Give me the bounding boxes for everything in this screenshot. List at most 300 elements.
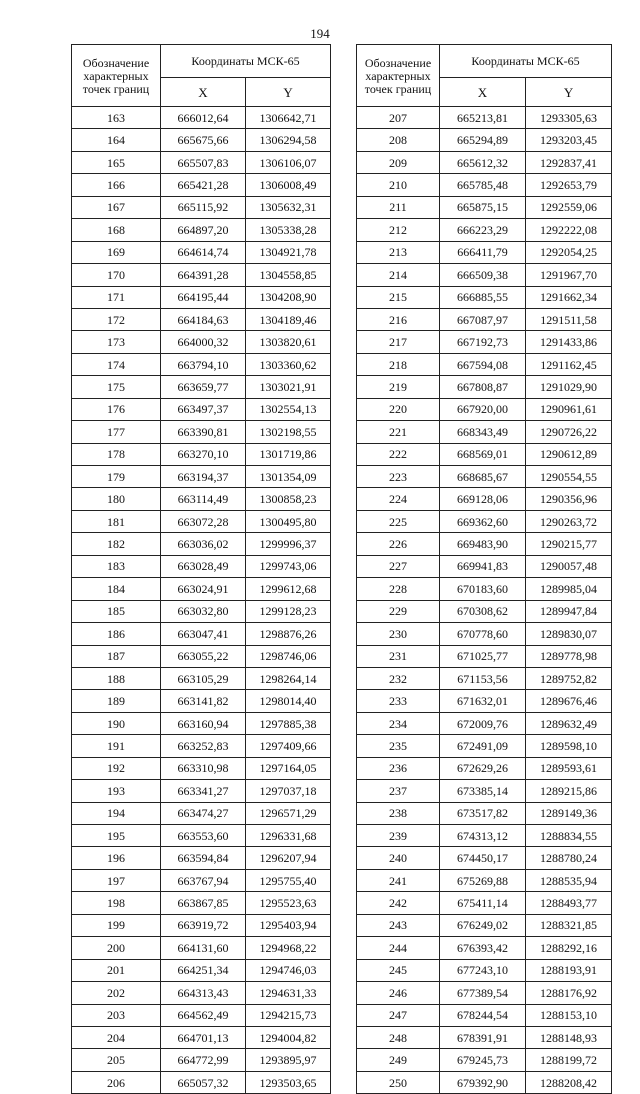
table-row: [72, 914, 331, 936]
x-coordinate-cell: 665115,92: [161, 196, 246, 218]
x-coordinate-cell: 671632,01: [440, 690, 526, 712]
point-number-cell: 204: [72, 1026, 161, 1048]
y-coordinate-cell: 1290961,61: [526, 398, 612, 420]
point-number-cell: 203: [72, 1004, 161, 1026]
point-number-cell: 195: [72, 825, 161, 847]
x-coordinate-cell: 668569,01: [440, 443, 526, 465]
x-coordinate-cell: 665057,32: [161, 1071, 246, 1093]
y-coordinate-cell: 1302554,13: [246, 398, 331, 420]
x-coordinate-cell: 670308,62: [440, 600, 526, 622]
table-row: [357, 600, 612, 622]
x-coordinate-cell: 672009,76: [440, 712, 526, 734]
table-row: [72, 667, 331, 689]
point-number-cell: 229: [357, 600, 440, 622]
y-coordinate-cell: 1288292,16: [526, 937, 612, 959]
table-row: [357, 466, 612, 488]
point-number-cell: 241: [357, 869, 440, 891]
x-coordinate-cell: 663105,29: [161, 667, 246, 689]
point-number-cell: 220: [357, 398, 440, 420]
x-coordinate-cell: 679392,90: [440, 1071, 526, 1093]
y-coordinate-cell: 1289598,10: [526, 735, 612, 757]
x-coordinate-cell: 663310,98: [161, 757, 246, 779]
table-row: [72, 780, 331, 802]
point-number-cell: 250: [357, 1071, 440, 1093]
point-number-cell: 208: [357, 129, 440, 151]
y-coordinate-cell: 1292559,06: [526, 196, 612, 218]
table-row: [72, 757, 331, 779]
point-number-cell: 247: [357, 1004, 440, 1026]
y-coordinate-cell: 1299128,23: [246, 600, 331, 622]
table-row: [357, 914, 612, 936]
x-coordinate-cell: 663794,10: [161, 353, 246, 375]
y-coordinate-cell: 1288493,77: [526, 892, 612, 914]
y-coordinate-cell: 1305338,28: [246, 219, 331, 241]
point-number-cell: 180: [72, 488, 161, 510]
table-row: [357, 1071, 612, 1093]
point-number-cell: 196: [72, 847, 161, 869]
y-coordinate-cell: 1298746,06: [246, 645, 331, 667]
x-coordinate-cell: 664313,43: [161, 982, 246, 1004]
x-coordinate-cell: 673517,82: [440, 802, 526, 824]
point-number-cell: 183: [72, 555, 161, 577]
table-row: [357, 353, 612, 375]
y-coordinate-cell: 1302198,55: [246, 421, 331, 443]
table-row: [357, 107, 612, 129]
y-coordinate-cell: 1295523,63: [246, 892, 331, 914]
table-row: [72, 286, 331, 308]
table-row: [357, 757, 612, 779]
table-row: [357, 982, 612, 1004]
y-column-header: Y: [526, 78, 612, 107]
point-number-cell: 168: [72, 219, 161, 241]
table-row: [357, 825, 612, 847]
point-number-cell: 197: [72, 869, 161, 891]
y-coordinate-cell: 1294968,22: [246, 937, 331, 959]
table-row: [72, 712, 331, 734]
point-number-cell: 217: [357, 331, 440, 353]
table-row: [357, 937, 612, 959]
y-coordinate-cell: 1288148,93: [526, 1026, 612, 1048]
x-coordinate-cell: 663767,94: [161, 869, 246, 891]
table-row: [72, 174, 331, 196]
point-number-cell: 206: [72, 1071, 161, 1093]
x-coordinate-cell: 664184,63: [161, 308, 246, 330]
point-number-cell: 198: [72, 892, 161, 914]
y-coordinate-cell: 1296571,29: [246, 802, 331, 824]
x-coordinate-cell: 670778,60: [440, 623, 526, 645]
x-coordinate-cell: 665213,81: [440, 107, 526, 129]
x-column-header: X: [440, 78, 526, 107]
x-coordinate-cell: 663141,82: [161, 690, 246, 712]
point-number-cell: 228: [357, 578, 440, 600]
table-row: [72, 353, 331, 375]
table-row: [72, 466, 331, 488]
y-coordinate-cell: 1291433,86: [526, 331, 612, 353]
x-coordinate-cell: 663252,83: [161, 735, 246, 757]
point-number-cell: 213: [357, 241, 440, 263]
x-coordinate-cell: 670183,60: [440, 578, 526, 600]
table-row: [357, 1049, 612, 1071]
table-row: [357, 555, 612, 577]
x-coordinate-cell: 663028,49: [161, 555, 246, 577]
table-row: [72, 510, 331, 532]
y-coordinate-cell: 1288321,85: [526, 914, 612, 936]
table-row: [72, 1071, 331, 1093]
y-coordinate-cell: 1288153,10: [526, 1004, 612, 1026]
table-row: [72, 308, 331, 330]
x-coordinate-cell: 664701,13: [161, 1026, 246, 1048]
table-row: [357, 1026, 612, 1048]
y-coordinate-cell: 1288535,94: [526, 869, 612, 891]
x-coordinate-cell: 673385,14: [440, 780, 526, 802]
x-coordinate-cell: 676393,42: [440, 937, 526, 959]
y-coordinate-cell: 1289778,98: [526, 645, 612, 667]
x-coordinate-cell: 667192,73: [440, 331, 526, 353]
point-number-cell: 233: [357, 690, 440, 712]
page-number: 194: [310, 26, 330, 41]
y-coordinate-cell: 1289215,86: [526, 780, 612, 802]
y-coordinate-cell: 1288199,72: [526, 1049, 612, 1071]
y-coordinate-cell: 1294004,82: [246, 1026, 331, 1048]
x-coordinate-cell: 664251,34: [161, 959, 246, 981]
y-coordinate-cell: 1291662,34: [526, 286, 612, 308]
table-row: [72, 735, 331, 757]
coordinates-group-header: Координаты МСК-65: [440, 45, 612, 78]
point-number-cell: 235: [357, 735, 440, 757]
x-coordinate-cell: 676249,02: [440, 914, 526, 936]
table-row: [72, 376, 331, 398]
y-coordinate-cell: 1303360,62: [246, 353, 331, 375]
x-coordinate-cell: 665675,66: [161, 129, 246, 151]
point-number-cell: 246: [357, 982, 440, 1004]
x-coordinate-cell: 666509,38: [440, 264, 526, 286]
x-coordinate-cell: 663160,94: [161, 712, 246, 734]
x-coordinate-cell: 663867,85: [161, 892, 246, 914]
y-coordinate-cell: 1289593,61: [526, 757, 612, 779]
table-row: [357, 959, 612, 981]
x-coordinate-cell: 665612,32: [440, 151, 526, 173]
point-number-cell: 225: [357, 510, 440, 532]
y-coordinate-cell: 1304208,90: [246, 286, 331, 308]
x-coordinate-cell: 666885,55: [440, 286, 526, 308]
table-row: [357, 174, 612, 196]
x-coordinate-cell: 663047,41: [161, 623, 246, 645]
y-coordinate-cell: 1303820,61: [246, 331, 331, 353]
x-coordinate-cell: 665421,28: [161, 174, 246, 196]
table-row: [72, 107, 331, 129]
y-coordinate-cell: 1297885,38: [246, 712, 331, 734]
y-column-header: Y: [246, 78, 331, 107]
y-coordinate-cell: 1301719,86: [246, 443, 331, 465]
table-row: [72, 869, 331, 891]
point-number-cell: 184: [72, 578, 161, 600]
table-row: [357, 308, 612, 330]
x-coordinate-cell: 666223,29: [440, 219, 526, 241]
y-coordinate-cell: 1288780,24: [526, 847, 612, 869]
x-coordinate-cell: 664195,44: [161, 286, 246, 308]
table-row: [72, 151, 331, 173]
table-row: [357, 219, 612, 241]
table-row: [72, 1049, 331, 1071]
point-number-cell: 248: [357, 1026, 440, 1048]
point-number-cell: 177: [72, 421, 161, 443]
x-coordinate-cell: 663497,37: [161, 398, 246, 420]
x-coordinate-cell: 665507,83: [161, 151, 246, 173]
table-row: [72, 645, 331, 667]
y-coordinate-cell: 1288834,55: [526, 825, 612, 847]
point-number-cell: 169: [72, 241, 161, 263]
x-coordinate-cell: 671025,77: [440, 645, 526, 667]
y-coordinate-cell: 1290726,22: [526, 421, 612, 443]
table-row: [357, 533, 612, 555]
point-number-cell: 188: [72, 667, 161, 689]
y-coordinate-cell: 1291511,58: [526, 308, 612, 330]
table-row: [72, 443, 331, 465]
x-coordinate-cell: 663036,02: [161, 533, 246, 555]
y-coordinate-cell: 1294746,03: [246, 959, 331, 981]
table-row: [357, 286, 612, 308]
table-row: [72, 623, 331, 645]
x-coordinate-cell: 664772,99: [161, 1049, 246, 1071]
x-coordinate-cell: 677243,10: [440, 959, 526, 981]
y-coordinate-cell: 1292653,79: [526, 174, 612, 196]
x-coordinate-cell: 675269,88: [440, 869, 526, 891]
y-coordinate-cell: 1299743,06: [246, 555, 331, 577]
table-row: [357, 443, 612, 465]
x-coordinate-cell: 663474,27: [161, 802, 246, 824]
table-row: [357, 892, 612, 914]
point-number-cell: 170: [72, 264, 161, 286]
point-number-cell: 201: [72, 959, 161, 981]
y-coordinate-cell: 1304558,85: [246, 264, 331, 286]
x-coordinate-cell: 664614,74: [161, 241, 246, 263]
y-coordinate-cell: 1289752,82: [526, 667, 612, 689]
table-row: [72, 802, 331, 824]
point-number-cell: 171: [72, 286, 161, 308]
table-row: [72, 959, 331, 981]
point-number-cell: 238: [357, 802, 440, 824]
point-number-cell: 175: [72, 376, 161, 398]
x-coordinate-cell: 669941,83: [440, 555, 526, 577]
y-coordinate-cell: 1304921,78: [246, 241, 331, 263]
y-coordinate-cell: 1293203,45: [526, 129, 612, 151]
table-row: [357, 129, 612, 151]
x-coordinate-cell: 664897,20: [161, 219, 246, 241]
table-row: [72, 488, 331, 510]
y-coordinate-cell: 1291967,70: [526, 264, 612, 286]
y-coordinate-cell: 1297409,66: [246, 735, 331, 757]
y-coordinate-cell: 1294631,33: [246, 982, 331, 1004]
coordinates-body-left: [72, 107, 331, 1094]
point-column-header: Обозначение характерных точек границ: [72, 45, 161, 107]
point-number-cell: 231: [357, 645, 440, 667]
table-row: [357, 510, 612, 532]
table-row: [72, 847, 331, 869]
y-coordinate-cell: 1289830,07: [526, 623, 612, 645]
point-number-cell: 223: [357, 466, 440, 488]
x-coordinate-cell: 663341,27: [161, 780, 246, 802]
table-row: [72, 1026, 331, 1048]
table-row: [72, 578, 331, 600]
y-coordinate-cell: 1291029,90: [526, 376, 612, 398]
x-coordinate-cell: 665785,48: [440, 174, 526, 196]
y-coordinate-cell: 1290554,55: [526, 466, 612, 488]
point-number-cell: 236: [357, 757, 440, 779]
table-row: [357, 398, 612, 420]
x-coordinate-cell: 663659,77: [161, 376, 246, 398]
table-row: [357, 623, 612, 645]
x-coordinate-cell: 667920,00: [440, 398, 526, 420]
table-row: [357, 151, 612, 173]
y-coordinate-cell: 1306008,49: [246, 174, 331, 196]
point-number-cell: 178: [72, 443, 161, 465]
point-number-cell: 212: [357, 219, 440, 241]
point-number-cell: 219: [357, 376, 440, 398]
y-coordinate-cell: 1290215,77: [526, 533, 612, 555]
x-coordinate-cell: 663270,10: [161, 443, 246, 465]
point-number-cell: 166: [72, 174, 161, 196]
x-coordinate-cell: 674313,12: [440, 825, 526, 847]
point-number-cell: 244: [357, 937, 440, 959]
point-number-cell: 172: [72, 308, 161, 330]
point-number-cell: 182: [72, 533, 161, 555]
y-coordinate-cell: 1301354,09: [246, 466, 331, 488]
point-number-cell: 173: [72, 331, 161, 353]
table-row: [72, 219, 331, 241]
point-number-cell: 174: [72, 353, 161, 375]
y-coordinate-cell: 1304189,46: [246, 308, 331, 330]
table-row: [72, 129, 331, 151]
point-number-cell: 214: [357, 264, 440, 286]
x-coordinate-cell: 671153,56: [440, 667, 526, 689]
y-coordinate-cell: 1293895,97: [246, 1049, 331, 1071]
y-coordinate-cell: 1298876,26: [246, 623, 331, 645]
y-coordinate-cell: 1298014,40: [246, 690, 331, 712]
point-number-cell: 218: [357, 353, 440, 375]
point-number-cell: 239: [357, 825, 440, 847]
y-coordinate-cell: 1288193,91: [526, 959, 612, 981]
point-number-cell: 193: [72, 780, 161, 802]
y-coordinate-cell: 1291162,45: [526, 353, 612, 375]
x-coordinate-cell: 664562,49: [161, 1004, 246, 1026]
table-row: [72, 937, 331, 959]
table-row: [357, 690, 612, 712]
point-number-cell: 181: [72, 510, 161, 532]
y-coordinate-cell: 1299612,68: [246, 578, 331, 600]
table-row: [72, 533, 331, 555]
point-column-header: Обозначение характерных точек границ: [357, 45, 440, 107]
x-coordinate-cell: 666411,79: [440, 241, 526, 263]
x-coordinate-cell: 667087,97: [440, 308, 526, 330]
x-coordinate-cell: 663072,28: [161, 510, 246, 532]
coordinates-table-left: [71, 44, 331, 1094]
table-row: [357, 712, 612, 734]
x-coordinate-cell: 664131,60: [161, 937, 246, 959]
table-row: [357, 1004, 612, 1026]
x-coordinate-cell: 679245,73: [440, 1049, 526, 1071]
table-row: [357, 735, 612, 757]
point-number-cell: 215: [357, 286, 440, 308]
x-coordinate-cell: 669128,06: [440, 488, 526, 510]
point-number-cell: 227: [357, 555, 440, 577]
table-row: [72, 600, 331, 622]
y-coordinate-cell: 1289985,04: [526, 578, 612, 600]
table-row: [357, 578, 612, 600]
point-number-cell: 202: [72, 982, 161, 1004]
x-coordinate-cell: 663919,72: [161, 914, 246, 936]
x-coordinate-cell: 677389,54: [440, 982, 526, 1004]
x-coordinate-cell: 663553,60: [161, 825, 246, 847]
table-row: [357, 241, 612, 263]
table-row: [72, 1004, 331, 1026]
y-coordinate-cell: 1292837,41: [526, 151, 612, 173]
table-row: [72, 892, 331, 914]
point-number-cell: 187: [72, 645, 161, 667]
point-number-cell: 234: [357, 712, 440, 734]
table-row: [357, 802, 612, 824]
x-column-header: X: [161, 78, 246, 107]
y-coordinate-cell: 1290057,48: [526, 555, 612, 577]
table-row: [72, 690, 331, 712]
point-number-cell: 210: [357, 174, 440, 196]
point-number-cell: 249: [357, 1049, 440, 1071]
point-number-cell: 211: [357, 196, 440, 218]
y-coordinate-cell: 1292222,08: [526, 219, 612, 241]
table-row: [357, 645, 612, 667]
x-coordinate-cell: 663594,84: [161, 847, 246, 869]
point-number-cell: 242: [357, 892, 440, 914]
x-coordinate-cell: 668343,49: [440, 421, 526, 443]
x-coordinate-cell: 663194,37: [161, 466, 246, 488]
table-row: [357, 331, 612, 353]
table-row: [357, 196, 612, 218]
y-coordinate-cell: 1292054,25: [526, 241, 612, 263]
y-coordinate-cell: 1300858,23: [246, 488, 331, 510]
x-coordinate-cell: 667808,87: [440, 376, 526, 398]
point-number-cell: 186: [72, 623, 161, 645]
y-coordinate-cell: 1300495,80: [246, 510, 331, 532]
point-number-cell: 245: [357, 959, 440, 981]
point-number-cell: 240: [357, 847, 440, 869]
table-row: [72, 398, 331, 420]
x-coordinate-cell: 667594,08: [440, 353, 526, 375]
table-row: [357, 488, 612, 510]
y-coordinate-cell: 1298264,14: [246, 667, 331, 689]
y-coordinate-cell: 1295755,40: [246, 869, 331, 891]
x-coordinate-cell: 678391,91: [440, 1026, 526, 1048]
y-coordinate-cell: 1306294,58: [246, 129, 331, 151]
coordinates-table-right: [356, 44, 612, 1094]
point-number-cell: 179: [72, 466, 161, 488]
table-row: [72, 264, 331, 286]
x-coordinate-cell: 666012,64: [161, 107, 246, 129]
table-row: [72, 555, 331, 577]
y-coordinate-cell: 1306106,07: [246, 151, 331, 173]
point-number-cell: 232: [357, 667, 440, 689]
y-coordinate-cell: 1303021,91: [246, 376, 331, 398]
point-number-cell: 216: [357, 308, 440, 330]
table-row: [357, 667, 612, 689]
x-coordinate-cell: 663024,91: [161, 578, 246, 600]
y-coordinate-cell: 1296207,94: [246, 847, 331, 869]
table-row: [72, 982, 331, 1004]
x-coordinate-cell: 665875,15: [440, 196, 526, 218]
table-row: [357, 264, 612, 286]
y-coordinate-cell: 1289947,84: [526, 600, 612, 622]
table-row: [357, 376, 612, 398]
point-number-cell: 167: [72, 196, 161, 218]
point-number-cell: 221: [357, 421, 440, 443]
